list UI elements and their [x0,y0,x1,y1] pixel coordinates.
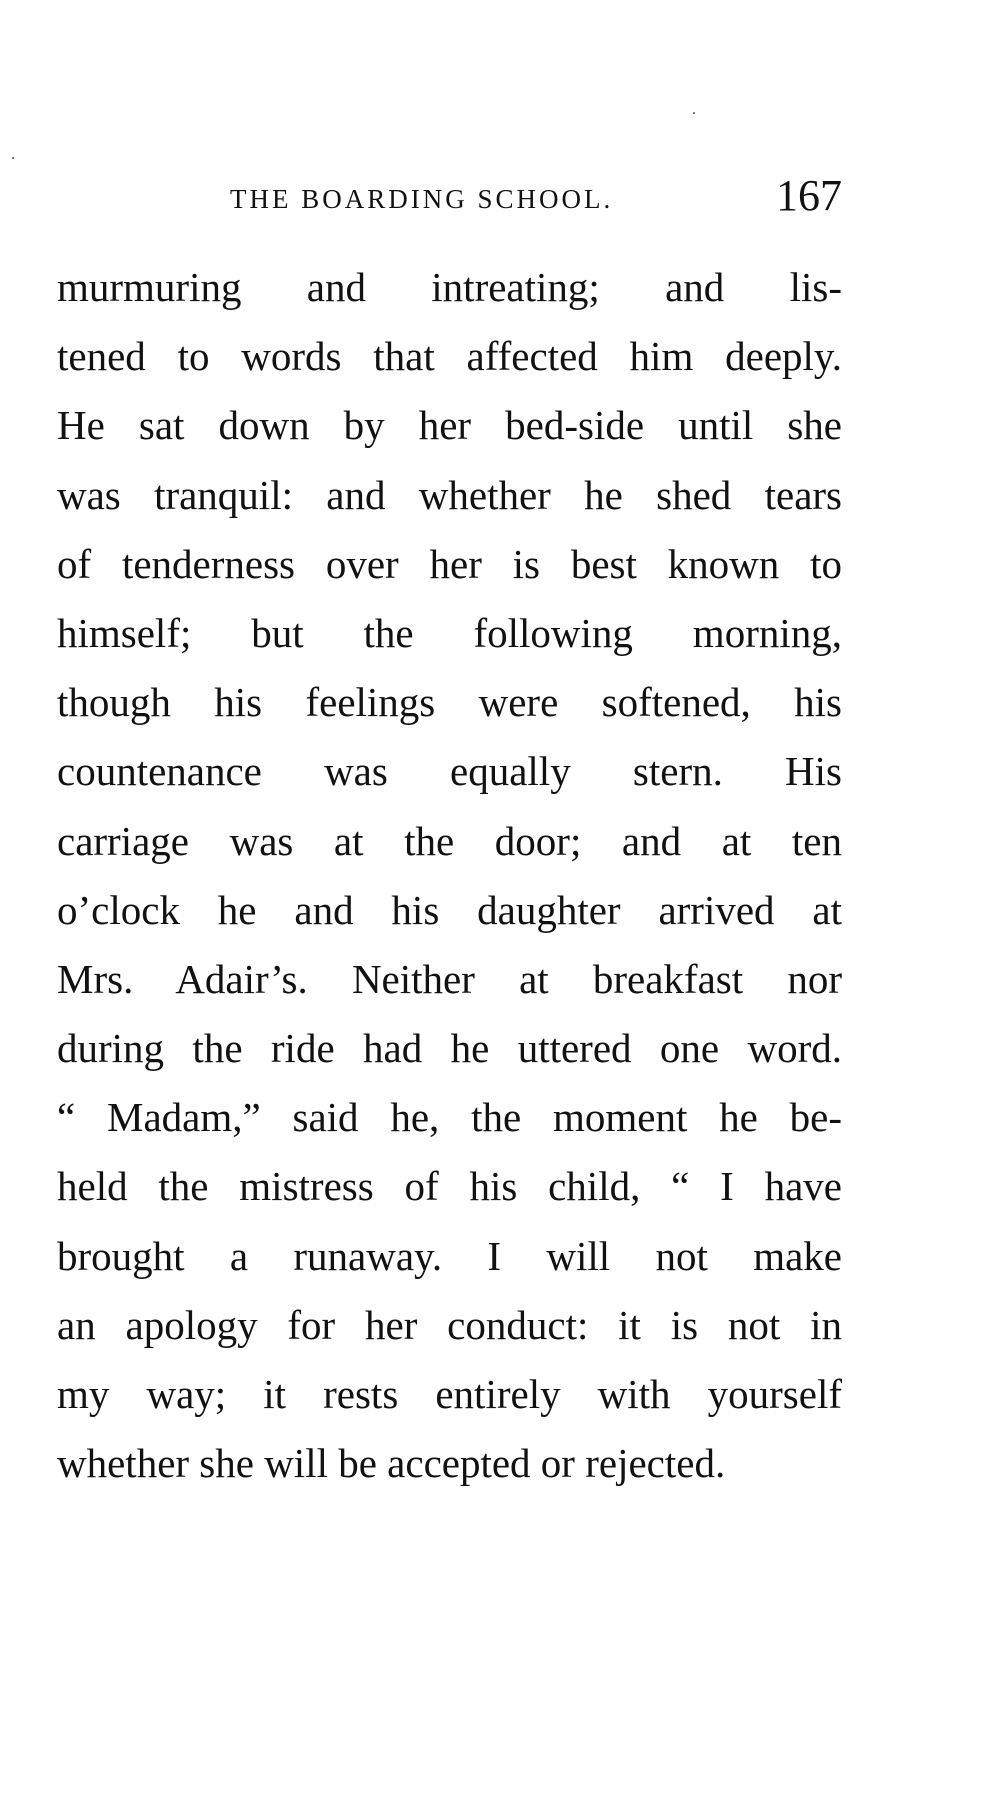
text-line: during the ride had he uttered one word. [57,1025,842,1072]
page-number: 167 [776,171,842,220]
text-line: o’clock he and his daughter arrived at [57,886,842,933]
text-line: an apology for her conduct: it is not in [57,1301,842,1348]
text-line: though his feelings were softened, his [57,679,842,726]
text-line: He sat down by her bed-side until she [57,402,842,449]
body-text [57,253,842,1498]
print-speck [12,157,14,159]
text-line: of tenderness over her is best known to [57,540,842,587]
text-line: himself; but the following morning, [57,609,842,656]
text-line: carriage was at the door; and at ten [57,817,842,864]
text-line: murmuring and intreating; and lis- [57,264,842,310]
text-line: held the mistress of his child, “ I have [57,1163,842,1210]
text-line: brought a runaway. I will not make [57,1232,842,1279]
running-title: THE BOARDING SCHOOL. [230,184,614,214]
text-line: Mrs. Adair’s. Neither at breakfast nor [57,955,842,1002]
text-line: tened to words that affected him deeply. [57,333,842,380]
text-line: was tranquil: and whether he shed tears [57,471,842,518]
running-head [60,170,842,230]
text-line: “ Madam,” said he, the moment he be- [57,1094,842,1141]
text-line: whether she will be accepted or rejected. [57,1440,726,1487]
text-line: my way; it rests entirely with yourself [57,1371,842,1417]
print-speck [693,112,695,114]
text-line: countenance was equally stern. His [57,748,842,795]
